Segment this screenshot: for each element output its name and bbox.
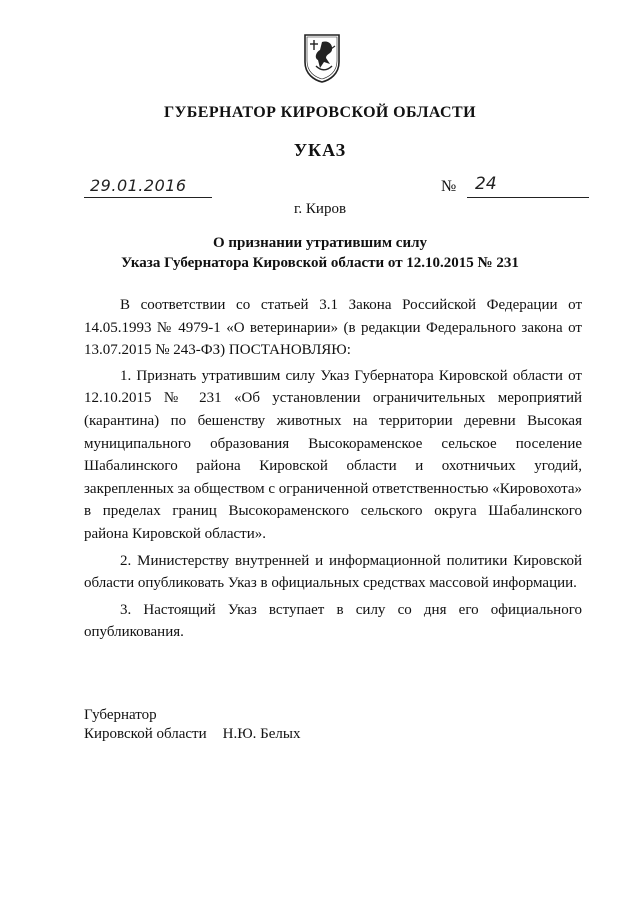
number-sign: № xyxy=(441,178,457,195)
signatory-name: Н.Ю. Белых xyxy=(222,726,301,742)
item-2-paragraph: 2. Министерству внутренней и информационной политики Кировской области опубликовать Указ в официальных средствах массовой информации. xyxy=(84,552,582,592)
signatory-position-line-2: Кировской области xyxy=(84,726,207,742)
decree-number-field xyxy=(441,176,589,200)
kirov-coat-of-arms-icon xyxy=(302,32,342,84)
subject-line-2: Указа Губернатора Кировской области от 12.10.2015 № 231 xyxy=(121,255,519,271)
decree-body xyxy=(84,294,582,648)
decree-date-field xyxy=(84,176,212,200)
number-underline xyxy=(467,197,589,198)
subject-line-1: О признании утратившим силу xyxy=(213,235,427,251)
city: г. Киров xyxy=(293,201,347,217)
preamble-paragraph: В соответствии со статьей 3.1 Закона Российской Федерации от 14.05.1993 № 4979-1 «О ветеринарии» (в редакции Федерального закона от 13.07.2015 № 243-ФЗ) ПОСТАНОВЛЯЮ: xyxy=(84,297,582,359)
date-underline xyxy=(84,197,212,198)
decree-subject xyxy=(0,233,640,273)
decree-date: 29.01.2016 xyxy=(90,176,187,195)
signature-block xyxy=(84,706,300,744)
document-type: УКАЗ xyxy=(293,140,347,160)
item-3-paragraph: 3. Настоящий Указ вступает в силу со дня его официального опубликования. xyxy=(84,601,582,641)
item-1-paragraph: 1. Признать утратившим силу Указ Губернатора Кировской области от 12.10.2015 № 231 «Об установлении ограничительных мероприятий (карантина) по бешенству животных на территории деревни Высокая муниципального образования Высокораменское сельское поселение Шабалинского района Кировской области и охотничьих угодий, закрепленных за обществом с ограниченной ответственностью «Кировохота» в пределах границ Высокораменского сельского округа Шабалинского района Кировской области». xyxy=(84,367,582,542)
decree-number: 24 xyxy=(475,174,497,194)
signatory-position-line-1: Губернатор xyxy=(84,707,157,723)
issuing-authority: ГУБЕРНАТОР КИРОВСКОЙ ОБЛАСТИ xyxy=(164,104,476,121)
